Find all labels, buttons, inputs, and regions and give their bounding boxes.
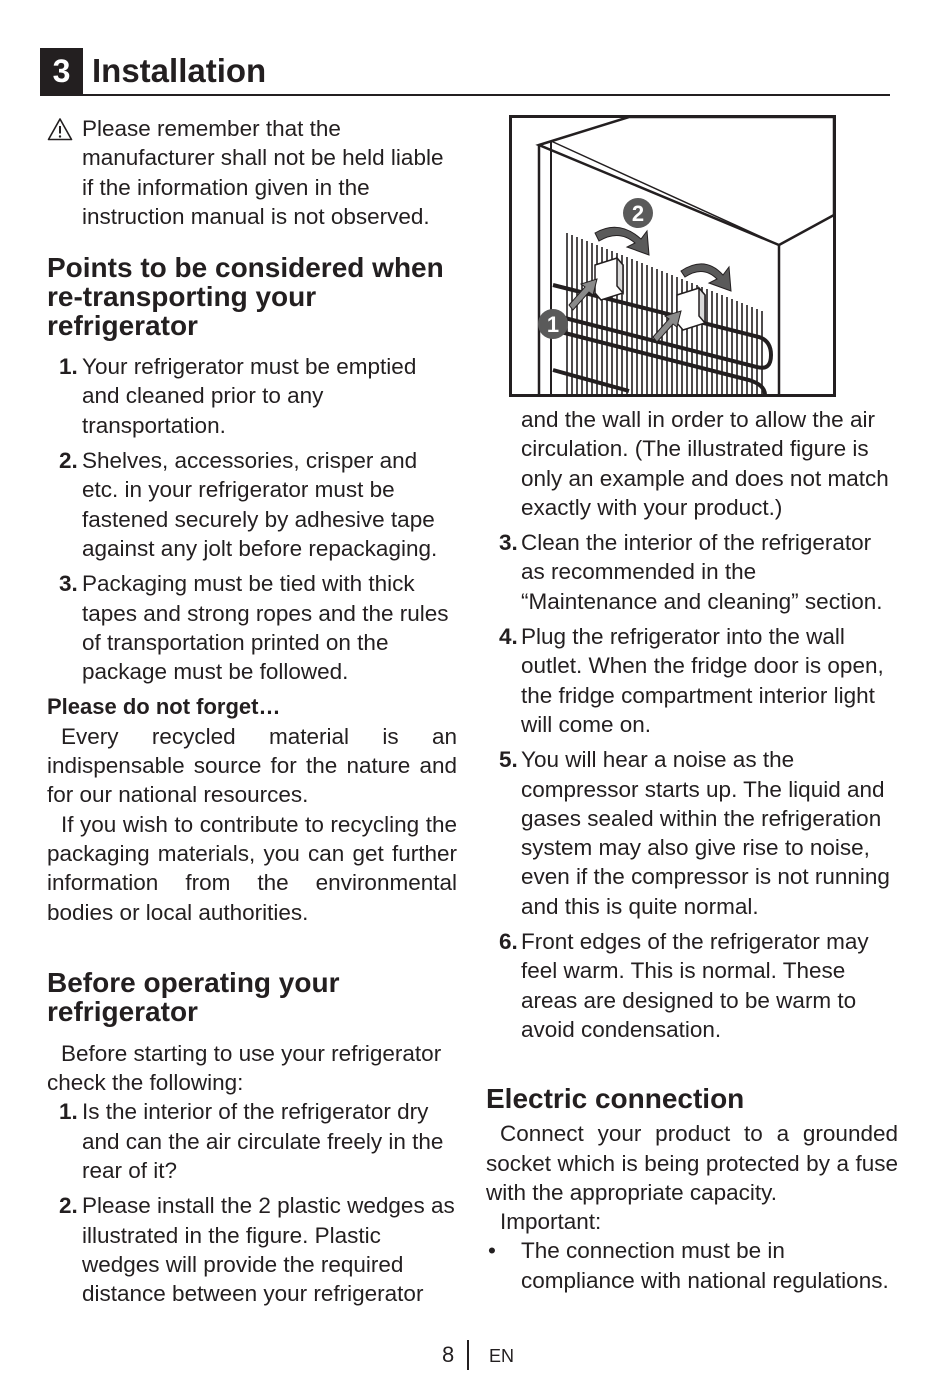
footer-divider: [467, 1340, 469, 1370]
section-title: Installation: [92, 52, 267, 89]
bullet-list: [486, 1236, 898, 1295]
heading-before-operating: Before operating your refrigerator: [47, 966, 340, 1027]
electric-paragraph: Connect your product to a grounded socket which is being protected by a fuse with the appropriate capacity.: [486, 1121, 898, 1205]
dont-forget-paragraph-1: Every recycled material is an indispensable source for the nature and for our national resources.: [47, 723, 457, 808]
warning-icon: [47, 117, 73, 141]
list-item: 3. Packaging must be tied with thick tapes and strong ropes and the rules of transportation printed on the package must be followed.: [59, 571, 449, 685]
list-item: 1. Your refrigerator must be emptied and cleaned prior to any transportation.: [59, 354, 417, 438]
callout-2: 2: [631, 201, 645, 226]
dont-forget-paragraph-2: If you wish to contribute to recycling the packaging materials, you can get further information from the environmental bodies or local authorities.: [47, 811, 457, 925]
list-item: 5. You will hear a noise as the compressor starts up. The liquid and gases sealed within the refrigeration system may also give rise to noise, even if the compressor is not running and this is quite normal.: [499, 747, 890, 919]
callout-1: 1: [546, 312, 560, 337]
heading-electric-connection: Electric connection: [486, 1083, 745, 1115]
retransport-list: [47, 352, 457, 686]
right-column: [486, 405, 898, 1295]
page-number: 8: [442, 1342, 455, 1367]
list-item: 1. Is the interior of the refrigerator dry and can the air circulate freely in the rear of it?: [59, 1099, 444, 1184]
before-list: [47, 1097, 457, 1308]
list-item: 3. Clean the interior of the refrigerator as recommended in the “Maintenance and cleaning” section.: [499, 530, 883, 614]
before-intro: Before starting to use your refrigerator check the following:: [47, 1040, 442, 1096]
list-item: 2. Please install the 2 plastic wedges as illustrated in the figure. Plastic wedges will provide the required distance between your refrigerator: [59, 1193, 455, 1307]
warning-note: [47, 114, 457, 231]
wedge-installation-figure: [509, 115, 836, 397]
important-label: Important:: [500, 1209, 602, 1235]
continuation-text: and the wall in order to allow the air circulation. (The illustrated figure is only an example and does not match exactly with your product.): [521, 407, 889, 520]
page-footer: [0, 1340, 950, 1370]
warning-text: Please remember that the manufacturer shall not be held liable if the information given in the instruction manual is not observed.: [82, 116, 444, 229]
section-header: [40, 48, 890, 96]
list-item: 2. Shelves, accessories, crisper and etc. in your refrigerator must be fastened securely by adhesive tape against any jolt before repackaging.: [59, 448, 438, 561]
before-list-continued: [486, 528, 898, 1044]
list-item: 6. Front edges of the refrigerator may feel warm. This is normal. These areas are designed to be warm to avoid condensation.: [499, 929, 869, 1042]
dont-forget-title: Please do not forget…: [47, 694, 281, 720]
list-item: • The connection must be in compliance with national regulations.: [488, 1238, 889, 1293]
left-column: [47, 114, 457, 1309]
language-code: EN: [489, 1346, 515, 1366]
list-item: 4. Plug the refrigerator into the wall outlet. When the fridge door is open, the fridge compartment interior light will come on.: [499, 624, 884, 737]
heading-retransport: Points to be considered when re-transporting your refrigerator: [47, 252, 444, 342]
bullet-icon: •: [488, 1238, 496, 1264]
section-number: 3: [40, 48, 83, 94]
